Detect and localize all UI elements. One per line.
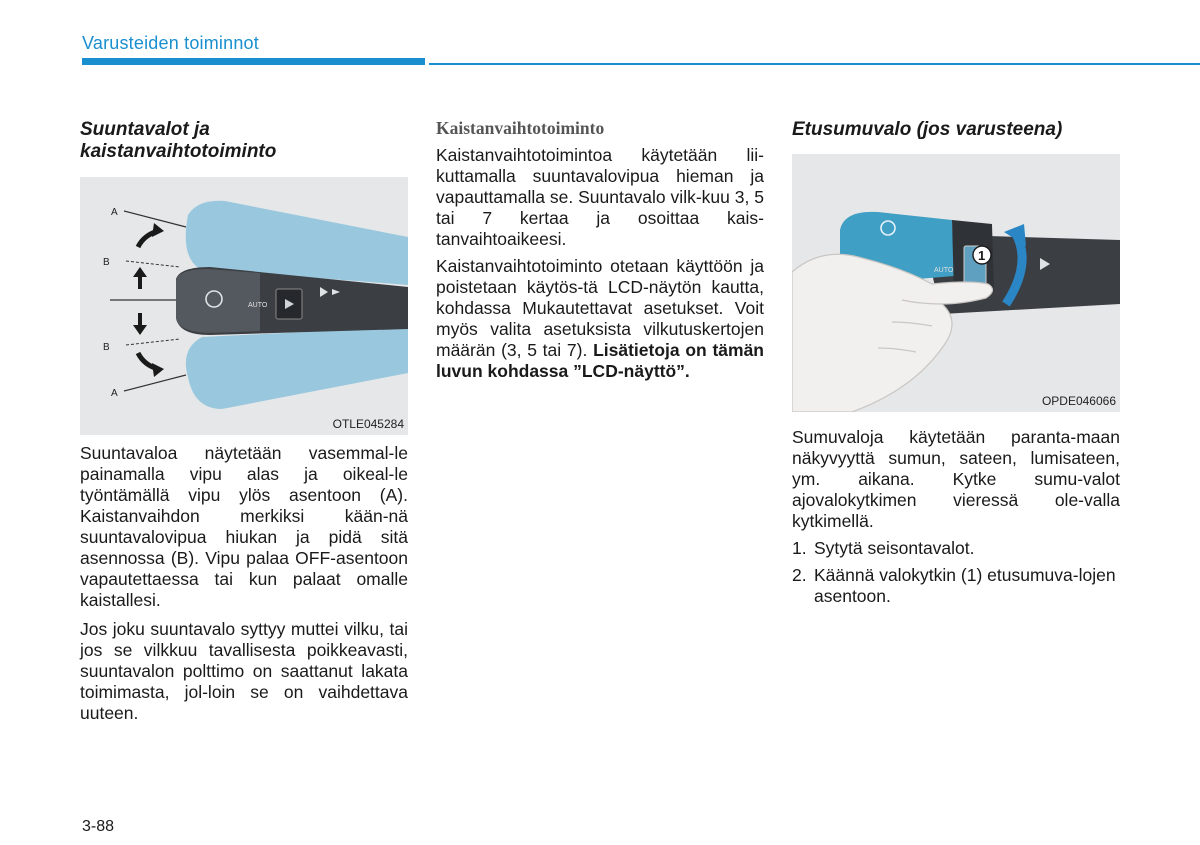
fog-light-steps xyxy=(792,538,1120,613)
list-item xyxy=(792,565,1120,607)
step-text: Käännä valokytkin (1) etusumuva-lojen asentoon. xyxy=(814,565,1116,606)
list-item xyxy=(792,538,1120,559)
label-b-bottom: B xyxy=(103,342,110,353)
figure-code: OPDE046066 xyxy=(1041,394,1116,408)
auto-mark: AUTO xyxy=(248,302,268,309)
turn-signal-figure xyxy=(80,177,408,435)
turn-signal-paragraph-2: Jos joku suuntavalo syttyy muttei vilku, tai jos se vilkkuu tavallisesta poikkeavasti, suuntavalon polttimo on saattanut lakata toimimasta, jol-loin se on vaihdettava uuteen. xyxy=(80,619,408,723)
turn-signal-illustration xyxy=(80,177,408,435)
turn-signal-paragraph-1: Suuntavaloa näytetään vasemmal-le painamalla vipu alas ja oikeal-le työntämällä vipu ylös asentoon (A). Kaistanvaihdon merkiksi kään-nä suuntavalovipua hiukan ja pidä sitä asennossa (B). Vipu palaa OFF-asentoon vapautettaessa tai kun palaat omalle kaistallesi. xyxy=(80,443,408,610)
turn-signal-heading-line1: Suuntavalot ja xyxy=(80,119,210,140)
lane-change-paragraph-2-text: Kaistanvaihtotoiminto otetaan käyttöön ja poistetaan käytös-tä LCD-näytön kautta, kohdassa Mukautettavat asetukset. Voit myös valita asetuksista vilkutuskertojen määrän (3, 5 tai 7). xyxy=(436,256,764,360)
fog-light-figure xyxy=(792,154,1120,412)
header-accent-bar xyxy=(82,58,425,65)
turn-signal-heading xyxy=(80,119,408,163)
auto-mark: AUTO xyxy=(934,267,954,274)
lane-change-paragraph-2-reference: Lisätietoja on tämän luvun kohdassa ”LCD-näyttö”. xyxy=(436,340,764,381)
step-number: 1. xyxy=(792,538,807,558)
figure-code: OTLE045284 xyxy=(332,417,404,431)
fog-light-illustration xyxy=(792,154,1120,412)
header-rule xyxy=(429,63,1200,65)
lane-change-heading: Kaistanvaihtotoiminto xyxy=(436,118,605,138)
lane-change-paragraph-2 xyxy=(436,256,764,382)
turn-signal-heading-line2: kaistanvaihtotoiminto xyxy=(80,141,277,162)
callout-1: 1 xyxy=(978,248,986,263)
label-a-bottom: A xyxy=(111,388,118,399)
page-number: 3-88 xyxy=(82,818,115,835)
fog-light-heading: Etusumuvalo (jos varusteena) xyxy=(792,119,1063,140)
lane-change-paragraph-1: Kaistanvaihtotoimintoa käytetään lii-kuttamalla suuntavalovipua hieman ja vapauttamalla se. Suuntavalo vilk-kuu 3, 5 tai 7 kertaa ja osoittaa kais-tanvaihtoaikeesi. xyxy=(436,145,764,249)
label-b-top: B xyxy=(103,257,110,268)
step-text: Sytytä seisontavalot. xyxy=(814,538,975,558)
fog-light-paragraph-1: Sumuvaloja käytetään paranta-maan näkyvyyttä sumun, sateen, lumisateen, ym. aikana. Kytke sumu-valot ajovalokytkimen vieressä ole-valla kytkimellä. xyxy=(792,427,1120,531)
section-title: Varusteiden toiminnot xyxy=(82,33,259,53)
step-number: 2. xyxy=(792,565,807,585)
label-a-top: A xyxy=(111,207,118,218)
